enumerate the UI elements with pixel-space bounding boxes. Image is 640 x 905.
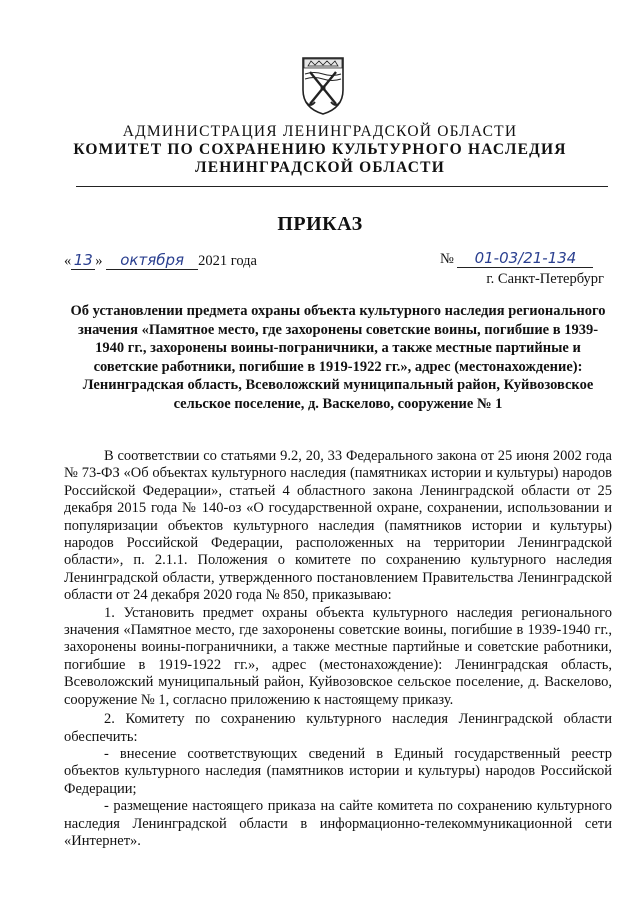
date-close-quote: »	[95, 253, 103, 269]
date-open-quote: «	[64, 253, 72, 269]
coat-of-arms-emblem	[300, 52, 346, 116]
organization-line-3: ЛЕНИНГРАДСКОЙ ОБЛАСТИ	[195, 159, 445, 176]
order-number	[440, 249, 593, 268]
city: г. Санкт-Петербург	[486, 271, 604, 287]
order-body	[64, 448, 612, 850]
paragraph-item-2: 2. Комитету по сохранению культурного наследия Ленинградской области обеспечить:	[64, 711, 612, 745]
number-prefix: №	[440, 251, 454, 267]
organization-line-1: АДМИНИСТРАЦИЯ ЛЕНИНГРАДСКОЙ ОБЛАСТИ	[122, 123, 518, 140]
date-month: октября	[106, 251, 198, 270]
paragraph-item-1: 1. Установить предмет охраны объекта культурного наследия регионального значения «Памятное место, где захоронены советские воины, погибшие в 1939-1940 гг., захоронены воины-пограничники, а также местные партийные и советские работники, погибшие в 1919-1922 гг.», адрес (местонахождение): Ленинградская область, Всеволожский муниципальный район, Куйвозовское сельское поселение, д. Васкелово, сооружение № 1, согласно приложению к настоящему приказу.	[64, 604, 612, 708]
organization-line-2: КОМИТЕТ ПО СОХРАНЕНИЮ КУЛЬТУРНОГО НАСЛЕДИЯ	[73, 141, 567, 158]
date-year: 2021 года	[198, 253, 257, 269]
order-date	[64, 251, 257, 270]
date-day: 13	[71, 251, 95, 270]
paragraph-preamble: В соответствии со статьями 9.2, 20, 33 Федерального закона от 25 июня 2002 года № 73-ФЗ «Об объектах культурного наследия (памятниках истории и культуры) народов Российской Федерации», статьей 4 областного закона Ленинградской области от 25 декабря 2015 года № 140-оз «О государственной охране, сохранении, использовании и популяризации объектов культурного наследия (памятников истории и культуры) народов Российской Федерации, расположенных на территории Ленинградской области», п. 2.1.1. Положения о комитете по сохранению культурного наследия Ленинградской области, утвержденного постановлением Правительства Ленинградской области от 24 декабря 2020 года № 850, приказываю:	[64, 448, 612, 604]
number-value: 01-03/21-134	[457, 249, 593, 268]
header-divider	[76, 186, 608, 187]
paragraph-item-2-sub-1: - внесение соответствующих сведений в Единый государственный реестр объектов культурного наследия (памятников истории и культуры) народов Российской Федерации;	[64, 745, 612, 797]
document-title: ПРИКАЗ	[277, 213, 363, 235]
paragraph-item-2-sub-2: - размещение настоящего приказа на сайте комитета по сохранению культурного наследия Ленинградской области в информационно-телекоммуникационной сети «Интернет».	[64, 798, 612, 849]
order-subject: Об установлении предмета охраны объекта культурного наследия регионального значения «Памятное место, где захоронены советские воины, погибшие в 1939-1940 гг., захоронены воины-пограничники, а также местные партийные и советские работники, погибшие в 1919-1922 гг.», адрес (местонахождение): Ленинградская область, Всеволожский муниципальный район, Куйвозовское сельское поселение, д. Васкелово, сооружение № 1	[70, 303, 606, 412]
